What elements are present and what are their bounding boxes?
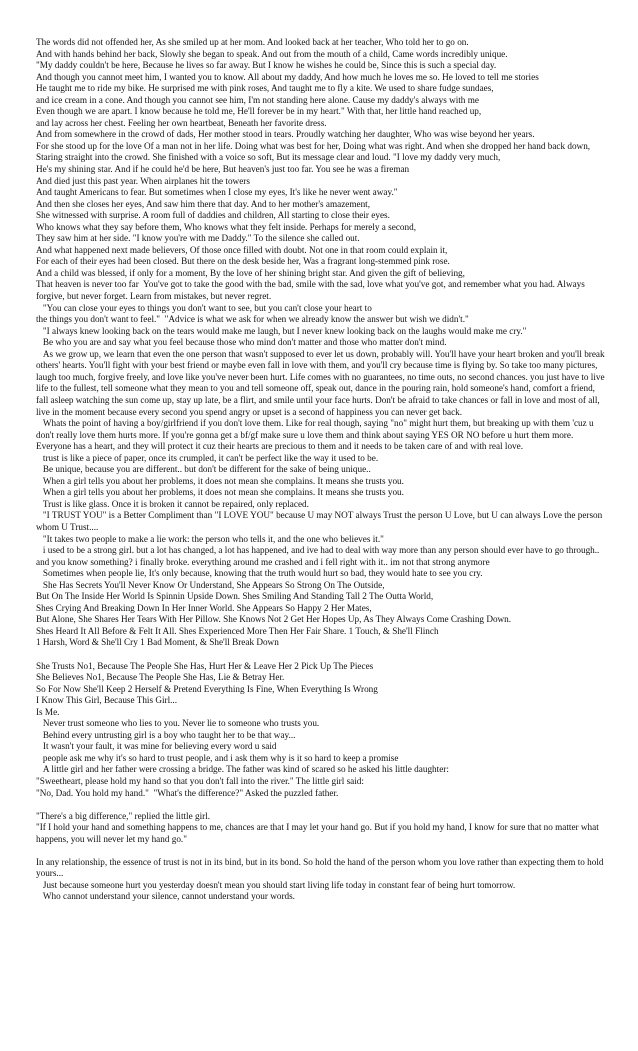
text-line: She Has Secrets You'll Never Know Or Understand, She Appears So Strong On The Outside, <box>36 579 385 590</box>
text-line: Sometimes when people lie, It's only because, knowing that the truth would hurt so bad, they would hate to see you cry. <box>36 568 483 579</box>
text-line: And then she closes her eyes, And saw him there that day. And to her mother's amazement, <box>36 198 371 209</box>
text-line: Be who you are and say what you feel because those who mind don't matter and those who matter don't mind. <box>36 337 447 348</box>
text-line: "If I hold your hand and something happens to me, chances are that I may let your hand go. But if you hold my hand, I know for sure that no matter what happens, you will never let my hand go." <box>36 822 602 844</box>
text-line: Even though we are apart. I know because he told me, He'll forever be in my heart." With that, her little hand reached up, <box>36 106 482 117</box>
document-text <box>36 37 608 903</box>
text-line: And with hands behind her back, Slowly she began to speak. And out from the mouth of a child, Came words incredibly unique. <box>36 48 508 59</box>
text-line: She Believes No1, Because The People She Has, Lie & Betray Her. <box>36 672 285 683</box>
text-line: It wasn't your fault, it was mine for believing every word u said <box>36 741 277 752</box>
text-line: "I TRUST YOU" is a Better Compliment than "I LOVE YOU" because U may NOT always Trust the person U Love, but U can always Love the person whom U Trust.... <box>36 510 605 532</box>
text-line: 1 Harsh, Word & She'll Cry 1 Bad Moment, & She'll Break Down <box>36 637 279 648</box>
text-line: "It takes two people to make a lie work: the person who tells it, and the one who believes it." <box>36 533 384 544</box>
text-line: He's my shining star. And if he could he'd be here, But heaven's just too far. You see he was a fireman <box>36 164 410 175</box>
text-line: Never trust someone who lies to you. Never lie to someone who trusts you. <box>36 718 320 729</box>
text-line: Is Me. <box>36 706 60 717</box>
text-line: When a girl tells you about her problems, it does not mean she complains. It means she trusts you. <box>36 487 404 498</box>
text-line: trust is like a piece of paper, once its crumpled, it can't be perfect like the way it used to be. <box>36 452 379 463</box>
text-line: Staring straight into the crowd. She finished with a voice so soft, But its message clear and loud. "I love my daddy very much, <box>36 152 501 163</box>
text-line: Who cannot understand your silence, cannot understand your words. <box>36 891 295 902</box>
text-line: people ask me why it's so hard to trust people, and i ask them why is it so hard to keep a promise <box>36 752 399 763</box>
text-line: She witnessed with surprise. A room full of daddies and children, All starting to close their eyes. <box>36 210 390 221</box>
blank-line <box>36 649 608 661</box>
text-line: But Alone, She Shares Her Tears With Her Pillow. She Knows Not 2 Get Her Hopes Up, As They Always Come Crashing Down. <box>36 614 512 625</box>
text-line: Behind every untrusting girl is a boy who taught her to be that way... <box>36 729 296 740</box>
text-line: "There's a big difference," replied the little girl. <box>36 810 211 821</box>
text-line: That heaven is never too far You've got to take the good with the bad, smile with the sad, love what you've got, and remember what you had. Always forgive, but never forget. Learn from mistakes, but never regret. <box>36 279 588 302</box>
text-line: Be unique, because you are different.. but don't be different for the sake of being unique.. <box>36 464 371 475</box>
text-line: "Sweetheart, please hold my hand so that you don't fall into the river." The little girl said: <box>36 776 364 786</box>
text-line: "My daddy couldn't be here, Because he lives so far away. But I know he wishes he could be, Since this is such a special day. <box>36 60 497 71</box>
text-line: A little girl and her father were crossing a bridge. The father was kind of scared so he asked his little daughter: <box>36 764 449 775</box>
text-line: and ice cream in a cone. And though you cannot see him, I'm not standing here alone. Cause my daddy's always with me <box>36 94 479 105</box>
blank-line <box>36 799 608 811</box>
text-line: i used to be a strong girl. but a lot has changed, a lot has happened, and ive had to deal with way more than any person should ever have to go through.. and you know something? i finally broke. everything around me crashed and i fell right with it.. im not that strong anymore <box>36 545 602 567</box>
text-line: and lay across her chest. Feeling her own heartbeat, Beneath her favorite dress. <box>36 117 327 128</box>
text-line: "You can close your eyes to things you don't want to see, but you can't close your heart to <box>36 302 372 313</box>
text-line: "No, Dad. You hold my hand." "What's the difference?" Asked the puzzled father. <box>36 787 339 798</box>
text-line: For each of their eyes had been closed. But there on the desk beside her, Was a fragrant long-stemmed pink rose. <box>36 256 450 267</box>
text-line: For she stood up for the love Of a man not in her life. Doing what was best for her, Doing what was right. And when she dropped her hand back down, <box>36 140 591 151</box>
text-line: the things you don't want to feel." "Advice is what we ask for when we already know the answer but wish we didn't." <box>36 314 469 325</box>
text-line: As we grow up, we learn that even the one person that wasn't supposed to ever let us down, probably will. You'll have your heart broken and you'll break others' hearts. You'll fight with your best friend or maybe even fall in love with them, and you'll cry because time is flying by. So take too many pictures, laugh too much, forgive freely, and love like you've never been hurt. Life comes with no guarantees, no time outs, no second chances. you just have to live life to the fullest, tell someone what they mean to you and tell someone off, speak out, dance in the pouring rain, hold someone's hand, comfort a friend, fall asleep watching the sun come up, stay up late, be a flirt, and smile until your face hurts. Don't be afraid to take chances or fall in love and most of all, live in the moment because every second you spend angry or upset is a second of happiness you can never get back. <box>36 348 607 417</box>
text-line: She Trusts No1, Because The People She Has, Hurt Her & Leave Her 2 Pick Up The Pieces <box>36 660 374 671</box>
text-line: And though you cannot meet him, I wanted you to know. All about my daddy, And how much he loves me so. He loved to tell me stories <box>36 71 539 82</box>
text-line: And a child was blessed, if only for a moment, By the love of her shining bright star. And given the gift of believing, <box>36 267 465 278</box>
text-line: The words did not offended her, As she smiled up at her mom. And looked back at her teacher, Who told her to go on. <box>36 37 469 47</box>
text-line: Shes Crying And Breaking Down In Her Inner World. She Appears So Happy 2 Her Mates, <box>36 602 372 613</box>
text-line: And died just this past year. When airplanes hit the towers <box>36 175 250 186</box>
text-line: Shes Heard It All Before & Felt It All. Shes Experienced More Then Her Fair Share. 1 Touch, & She'll Flinch <box>36 625 439 636</box>
text-line: When a girl tells you about her problems, it does not mean she complains. It means she trusts you. <box>36 475 404 486</box>
text-line: Whats the point of having a boy/girlfriend if you don't love them. Like for real though, saying "no" might hurt them, but breaking up with them 'cuz u don't really love them hurts more. If you're gonna get a bf/gf make sure u love them and think about saying YES OR NO before u hurt them more. Everyone has a heart, and they will protect it cuz their hearts are precious to them and it needs to be taken care of and with real love. <box>36 418 596 452</box>
text-line: In any relationship, the essence of trust is not in its bind, but in its bond. So hold the hand of the person whom you love rather than expecting them to hold yours... <box>36 856 606 879</box>
text-line: "I always knew looking back on the tears would make me laugh, but I never knew looking back on the laughs would make me cry." <box>36 325 527 336</box>
text-line: And from somewhere in the crowd of dads, Her mother stood in tears. Proudly watching her daughter, Who was wise beyond her years. <box>36 129 535 140</box>
text-line: And what happened next made believers, Of those once filled with doubt. Not one in that room could explain it, <box>36 244 448 255</box>
text-line: But On The Inside Her World Is Spinnin Upside Down. Shes Smiling And Standing Tall 2 The Outta World, <box>36 591 434 602</box>
text-line: Who knows what they say before them, Who knows what they felt inside. Perhaps for merely a second, <box>36 221 416 232</box>
text-line: So For Now She'll Keep 2 Herself & Pretend Everything Is Fine, When Everything Is Wrong <box>36 683 378 694</box>
text-line: He taught me to ride my bike. He surprised me with pink roses, And taught me to fly a kite. We used to share fudge sundaes, <box>36 83 494 94</box>
text-line: I Know This Girl, Because This Girl... <box>36 695 178 706</box>
blank-line <box>36 845 608 857</box>
text-line: They saw him at her side. "I know you're with me Daddy." To the silence she called out. <box>36 233 360 244</box>
text-line: Just because someone hurt you yesterday doesn't mean you should start living life today in constant fear of being hurt tomorrow. <box>36 879 516 890</box>
text-line: And taught Americans to fear. But sometimes when I close my eyes, It's like he never went away." <box>36 187 398 198</box>
text-line: Trust is like glass. Once it is broken it cannot be repaired, only replaced. <box>36 498 309 509</box>
